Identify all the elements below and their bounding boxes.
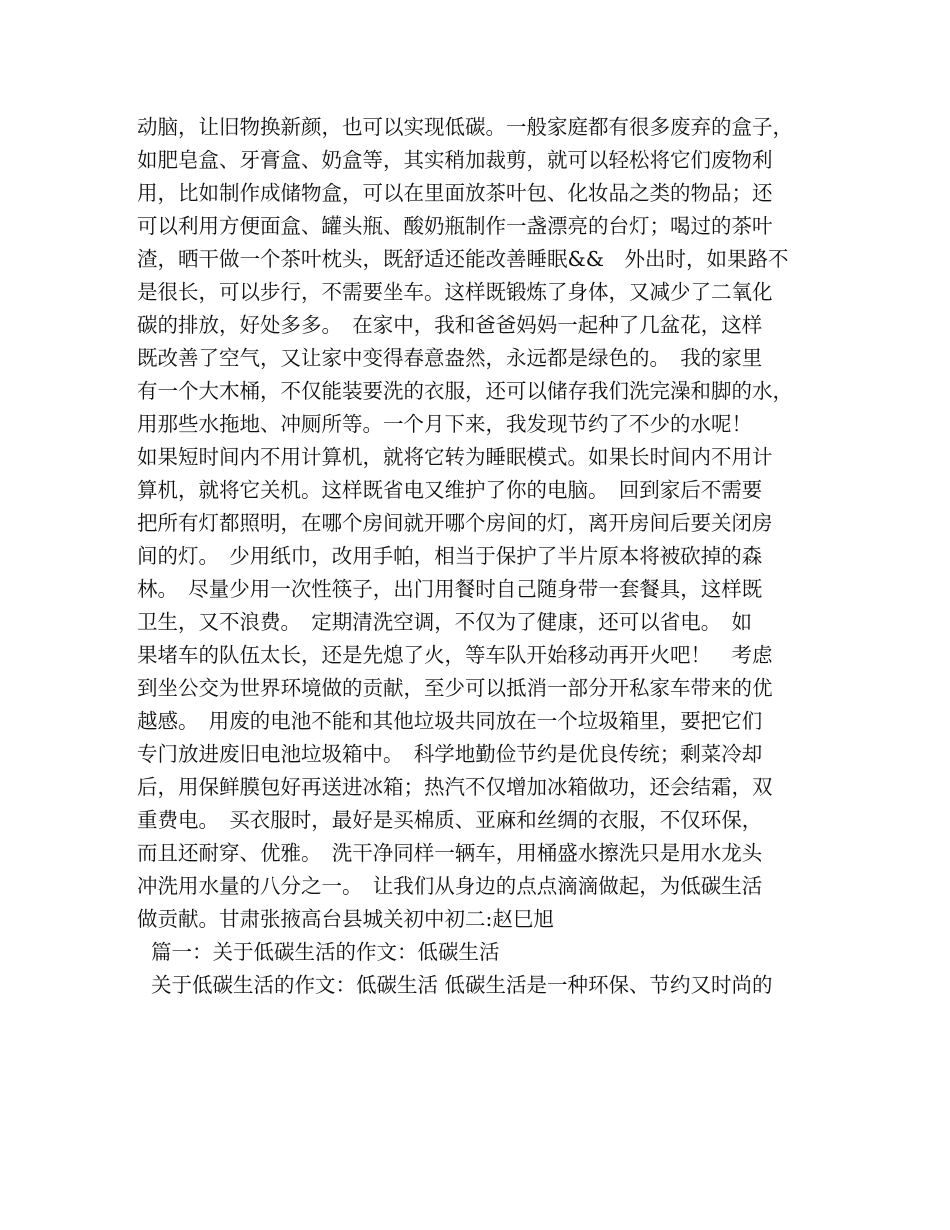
essay-body (137, 111, 827, 1002)
text-line: 可以利用方便面盒、罐头瓶、酸奶瓶制作一盏漂亮的台灯；喝过的茶叶 (137, 214, 773, 238)
text-line: 林。 尽量少用一次性筷子，出门用餐时自己随身带一套餐具，这样既 (137, 577, 763, 601)
section-heading: 篇一：关于低碳生活的作文：低碳生活 (151, 940, 500, 964)
text-line: 到坐公交为世界环境做的贡献，至少可以抵消一部分开私家车带来的优 (137, 676, 773, 700)
text-line: 专门放进废旧电池垃圾箱中。 科学地勤俭节约是优良传统；剩菜冷却 (137, 742, 763, 766)
text-line: 而且还耐穿、优雅。 洗干净同样一辆车，用桶盛水擦洗只是用水龙头 (137, 841, 763, 865)
text-line: 既改善了空气，又让家中变得春意盎然，永远都是绿色的。 我的家里 (137, 346, 763, 370)
text-line: 间的灯。 少用纸巾，改用手帕，相当于保护了半片原本将被砍掉的森 (137, 544, 763, 568)
text-line: 如果短时间内不用计算机，就将它转为睡眠模式。如果长时间内不用计 (137, 445, 773, 469)
text-line: 做贡献。甘肃张掖高台县城关初中初二:赵巳旭 (137, 907, 554, 931)
text-line: 是很长，可以步行，不需要坐车。这样既锻炼了身体，又减少了二氧化 (137, 280, 773, 304)
text-line: 卫生，又不浪费。 定期清洗空调，不仅为了健康，还可以省电。 如 (137, 610, 752, 634)
text-line: 冲洗用水量的八分之一。 让我们从身边的点点滴滴做起，为低碳生活 (137, 874, 763, 898)
text-line: 越感。 用废的电池不能和其他垃圾共同放在一个垃圾箱里，要把它们 (137, 709, 763, 733)
text-line: 动脑，让旧物换新颜，也可以实现低碳。一般家庭都有很多废弃的盒子， (137, 115, 793, 139)
text-line: 后，用保鲜膜包好再送进冰箱；热汽不仅增加冰箱做功，还会结霜，双 (137, 775, 773, 799)
text-line: 渣，晒干做一个茶叶枕头，既舒适还能改善睡眠&& 外出时，如果路不 (137, 247, 789, 271)
text-line: 关于低碳生活的作文：低碳生活 低碳生活是一种环保、节约又时尚的 (151, 973, 773, 997)
text-line: 算机，就将它关机。这样既省电又维护了你的电脑。 回到家后不需要 (137, 478, 763, 502)
text-line: 碳的排放，好处多多。 在家中，我和爸爸妈妈一起种了几盆花，这样 (137, 313, 763, 337)
text-line: 有一个大木桶，不仅能装要洗的衣服，还可以储存我们洗完澡和脚的水， (137, 379, 793, 403)
text-line: 把所有灯都照明，在哪个房间就开哪个房间的灯，离开房间后要关闭房 (137, 511, 773, 535)
text-line: 用，比如制作成储物盒，可以在里面放茶叶包、化妆品之类的物品；还 (137, 181, 773, 205)
text-line: 果堵车的队伍太长，还是先熄了火，等车队开始移动再开火吧！ 考虑 (137, 643, 773, 667)
text-line: 如肥皂盒、牙膏盒、奶盒等，其实稍加裁剪，就可以轻松将它们废物利 (137, 148, 773, 172)
text-line: 用那些水拖地、冲厕所等。一个月下来，我发现节约了不少的水呢！ (137, 412, 752, 436)
text-line: 重费电。 买衣服时，最好是买棉质、亚麻和丝绸的衣服，不仅环保， (137, 808, 763, 832)
